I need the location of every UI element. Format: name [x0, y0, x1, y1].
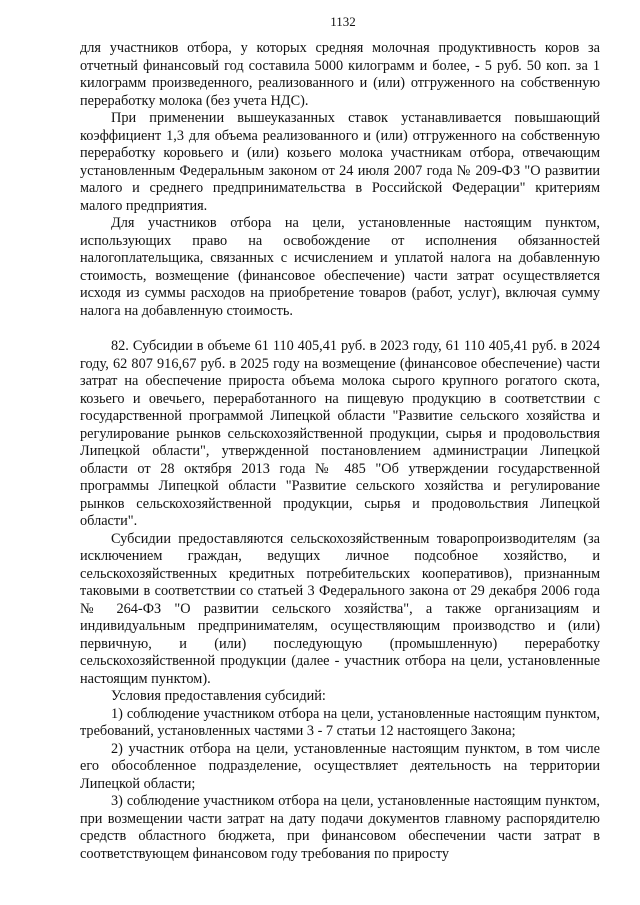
paragraph-condition-2: 2) участник отбора на цели, установленные настоящим пунктом, в том числе его обособленное подразделение, осуществляет деятельность на территории Липецкой области; — [80, 740, 600, 792]
paragraph-recipients: Субсидии предоставляются сельскохозяйственным товаропроизводителям (за исключением граждан, ведущих личное подсобное хозяйство, и сельскохозяйственных кредитных потребительских кооперативов), признанным таковыми в соответствии со статьей 3 Федерального закона от 29 декабря 2006 года № 264-ФЗ "О развитии сельского хозяйства", а также организациям и индивидуальным предпринимателям, осуществляющим производство и (или) первичную, и (или) последующую (промышленную) переработку сельскохозяйственной продукции (далее - участник отбора на цели, установленные настоящим пунктом). — [80, 530, 600, 687]
paragraph-increasing-coefficient: При применении вышеуказанных ставок устанавливается повышающий коэффициент 1,3 для объема реализованного и (или) отгруженного на собственную переработку коровьего и (или) козьего молока участникам отбора, отвечающим установленным Федеральным законом от 24 июля 2007 года № 209-ФЗ "О развитии малого и среднего предпринимательства в Российской Федерации" критериям малого предприятия. — [80, 110, 600, 214]
paragraph-milk-rate-5000kg: для участников отбора, у которых средняя молочная продуктивность коров за отчетный финансовый год составила 5000 килограмм и более, - 5 руб. 50 коп. за 1 килограмм произведенного, реализованного и (или) отгруженного на собственную переработку молока (без учета НДС). — [80, 40, 600, 109]
section-gap — [80, 320, 600, 338]
paragraph-condition-3: 3) соблюдение участником отбора на цели, установленные настоящим пунктом, при возмещении части затрат на дату подачи документов главному распорядителю средств областного бюджета, при финансовом обеспечении части затрат в соответствующем финансовом году требования по приросту — [80, 793, 600, 862]
paragraph-condition-1: 1) соблюдение участником отбора на цели, установленные настоящим пунктом, требований, установленных частями 3 - 7 статьи 12 настоящего Закона; — [80, 705, 600, 739]
page-number: 1132 — [330, 14, 356, 29]
paragraph-conditions-heading: Условия предоставления субсидий: — [111, 688, 326, 704]
paragraph-section-82-subsidies: 82. Субсидии в объеме 61 110 405,41 руб. в 2023 году, 61 110 405,41 руб. в 2024 году, 62 807 916,67 руб. в 2025 году на возмещение (финансовое обеспечение) части затрат на обеспечение прироста объема молока сырого крупного рогатого скота, козьего и овечьего, переработанного на пищевую продукцию в соответствии с государственной программой Липецкой области "Развитие сельского хозяйства и регулирование рынков сельскохозяйственной продукции, сырья и продовольствия Липецкой области", утвержденной постановлением администрации Липецкой области от 28 октября 2013 года № 485 "Об утверждении государственной программы Липецкой области "Развитие сельского хозяйства и регулирование рынков сельскохозяйственной продукции, сырья и продовольствия Липецкой области". — [80, 338, 600, 529]
paragraph-vat-exemption: Для участников отбора на цели, установленные настоящим пунктом, использующих право на освобождение от исполнения обязанностей налогоплательщика, связанных с исчислением и уплатой налога на добавленную стоимость, возмещение (финансовое обеспечение) части затрат осуществляется исходя из суммы расходов на приобретение товаров (работ, услуг), включая сумму налога на добавленную стоимость. — [80, 215, 600, 319]
